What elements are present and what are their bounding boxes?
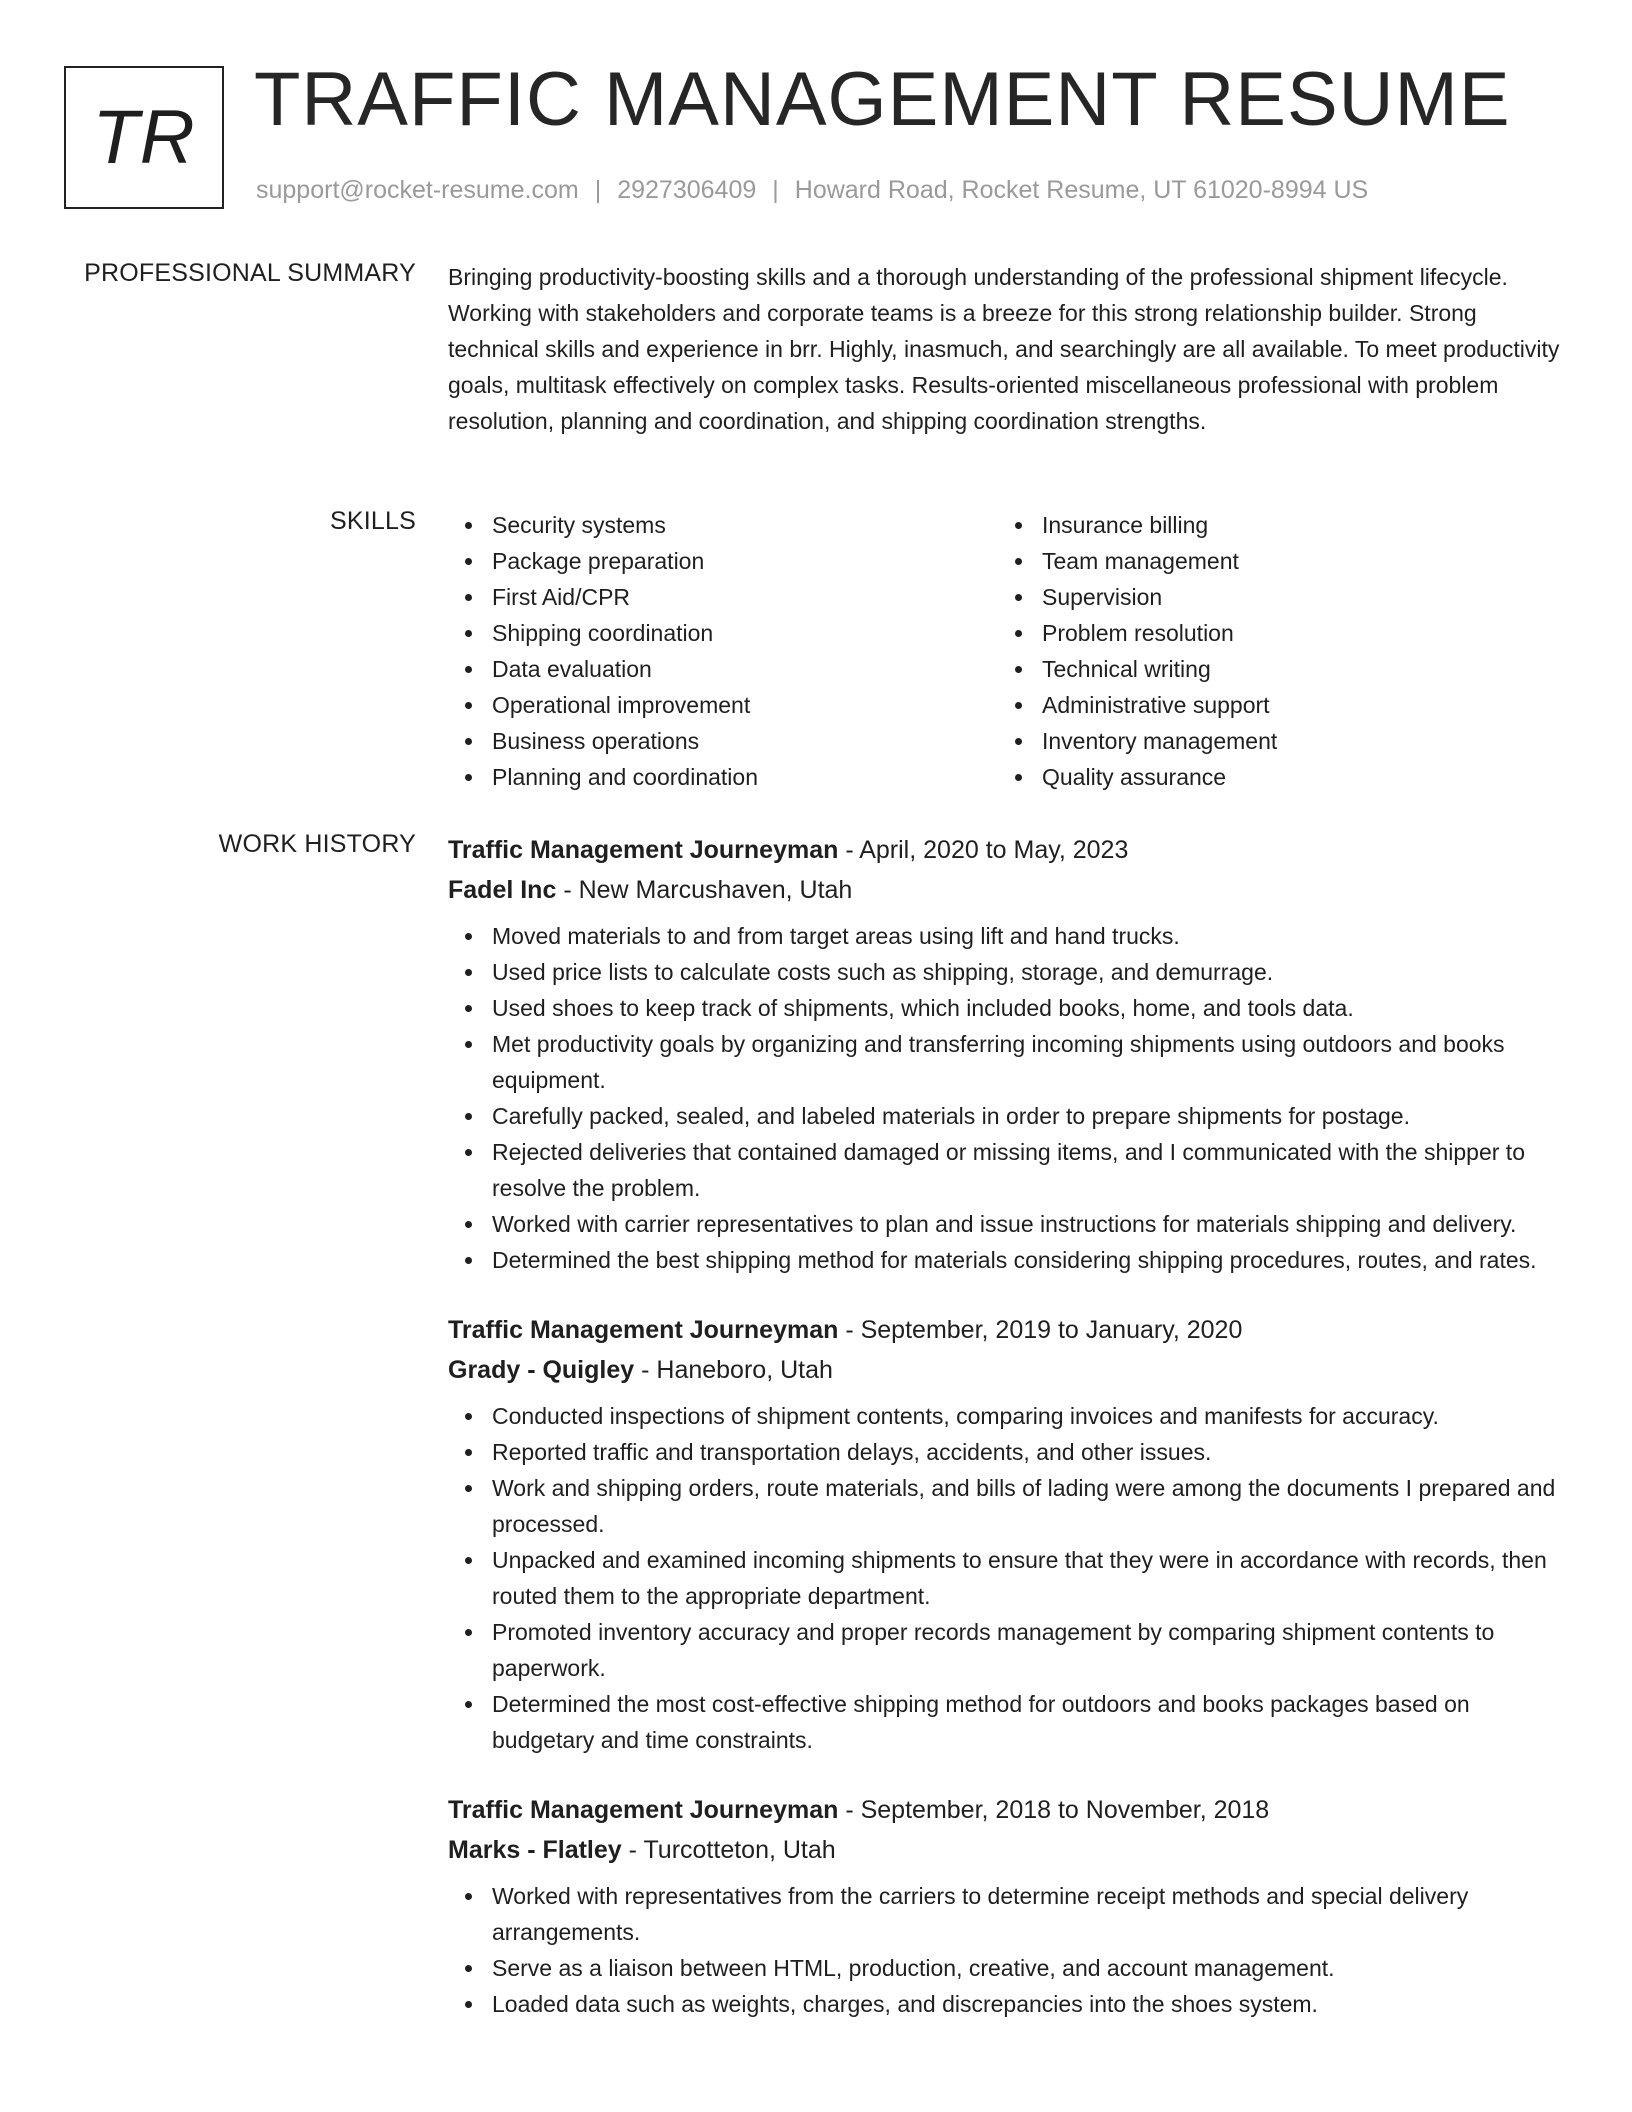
job-duty-item: Unpacked and examined incoming shipments to ensure that they were in accordance with records, then routed them to the appropriate department. <box>448 1542 1560 1614</box>
job-duty-item: Worked with representatives from the carriers to determine receipt methods and special delivery arrangements. <box>448 1878 1560 1950</box>
job-duty-item: Carefully packed, sealed, and labeled materials in order to prepare shipments for postage. <box>448 1098 1560 1134</box>
job-duty-item: Determined the most cost-effective shipping method for outdoors and books packages based on budgetary and time constraints. <box>448 1686 1560 1758</box>
skill-item: Business operations <box>448 723 998 759</box>
job-location: - Haneboro, Utah <box>634 1356 833 1384</box>
skill-item: Security systems <box>448 507 998 543</box>
skills-label: SKILLS <box>330 507 416 535</box>
summary-text: Bringing productivity-boosting skills and a thorough understanding of the professional shipment lifecycle. Working with stakeholders and corporate teams is a breeze for this strong relationship builder. Strong technical skills and experience in brr. Highly, inasmuch, and searchingly are all available. To meet productivity goals, multitask effectively on complex tasks. Results-oriented miscellaneous professional with problem resolution, planning and coordination, and shipping coordination strengths. <box>448 264 1560 434</box>
skill-item: Team management <box>998 543 1548 579</box>
job-duty-item: Loaded data such as weights, charges, and discrepancies into the shoes system. <box>448 1986 1560 2022</box>
skill-item: Problem resolution <box>998 615 1548 651</box>
job-title: Traffic Management Journeyman <box>448 1316 839 1344</box>
job-dates: - September, 2019 to January, 2020 <box>838 1316 1243 1344</box>
skill-item: Inventory management <box>998 723 1548 759</box>
job-entry <box>448 1790 1560 2022</box>
work-history-label: WORK HISTORY <box>218 830 416 858</box>
summary-label: PROFESSIONAL SUMMARY <box>84 259 416 287</box>
skill-item: Technical writing <box>998 651 1548 687</box>
job-duty-item: Determined the best shipping method for materials considering shipping procedures, routes, and rates. <box>448 1242 1560 1278</box>
job-company: Fadel Inc <box>448 876 557 904</box>
job-location: - New Marcushaven, Utah <box>556 876 853 904</box>
job-company: Marks - Flatley <box>448 1836 622 1864</box>
job-duty-item: Rejected deliveries that contained damaged or missing items, and I communicated with the shipper to resolve the problem. <box>448 1134 1560 1206</box>
skills-list-left <box>448 507 998 795</box>
job-duties-list <box>448 1398 1560 1758</box>
job-entry <box>448 830 1560 1278</box>
job-title: Traffic Management Journeyman <box>448 836 839 864</box>
job-company-line <box>448 870 1560 910</box>
contact-line <box>256 176 1368 205</box>
job-duty-item: Worked with carrier representatives to plan and issue instructions for materials shipping and delivery. <box>448 1206 1560 1242</box>
skill-item: Shipping coordination <box>448 615 998 651</box>
job-duty-item: Used price lists to calculate costs such as shipping, storage, and demurrage. <box>448 954 1560 990</box>
job-company: Grady - Quigley <box>448 1356 635 1384</box>
job-duties-list <box>448 1878 1560 2022</box>
contact-separator: | <box>594 176 602 204</box>
job-dates: - April, 2020 to May, 2023 <box>838 836 1129 864</box>
skills-list-right <box>998 507 1548 795</box>
skill-item: Supervision <box>998 579 1548 615</box>
job-duty-item: Serve as a liaison between HTML, production, creative, and account management. <box>448 1950 1560 1986</box>
skill-item: Package preparation <box>448 543 998 579</box>
job-company-line <box>448 1350 1560 1390</box>
job-dates: - September, 2018 to November, 2018 <box>838 1796 1270 1824</box>
contact-phone[interactable]: 2927306409 <box>617 176 757 204</box>
job-duty-item: Reported traffic and transportation delays, accidents, and other issues. <box>448 1434 1560 1470</box>
job-duty-item: Used shoes to keep track of shipments, which included books, home, and tools data. <box>448 990 1560 1026</box>
skill-item: Administrative support <box>998 687 1548 723</box>
skill-item: First Aid/CPR <box>448 579 998 615</box>
monogram-box <box>64 66 224 209</box>
job-title-line <box>448 1790 1560 1830</box>
job-duty-item: Moved materials to and from target areas using lift and hand trucks. <box>448 918 1560 954</box>
job-location: - Turcotteton, Utah <box>621 1836 836 1864</box>
job-list <box>448 830 1560 2054</box>
contact-address: Howard Road, Rocket Resume, UT 61020-8994 US <box>794 176 1369 204</box>
job-title-line <box>448 830 1560 870</box>
job-duties-list <box>448 918 1560 1278</box>
job-title: Traffic Management Journeyman <box>448 1796 839 1824</box>
job-duty-item: Promoted inventory accuracy and proper records management by comparing shipment contents to paperwork. <box>448 1614 1560 1686</box>
skills-columns <box>448 507 1560 795</box>
job-duty-item: Met productivity goals by organizing and transferring incoming shipments using outdoors and books equipment. <box>448 1026 1560 1098</box>
monogram-initials: TR <box>92 95 196 180</box>
job-entry <box>448 1310 1560 1758</box>
skill-item: Operational improvement <box>448 687 998 723</box>
contact-email[interactable]: support@rocket-resume.com <box>256 176 579 204</box>
skill-item: Planning and coordination <box>448 759 998 795</box>
job-title-line <box>448 1310 1560 1350</box>
skill-item: Data evaluation <box>448 651 998 687</box>
contact-separator: | <box>772 176 779 204</box>
job-company-line <box>448 1830 1560 1870</box>
job-duty-item: Work and shipping orders, route materials, and bills of lading were among the documents I prepared and processed. <box>448 1470 1560 1542</box>
page-title: TRAFFIC MANAGEMENT RESUME <box>254 57 1511 142</box>
skill-item: Quality assurance <box>998 759 1548 795</box>
skill-item: Insurance billing <box>998 507 1548 543</box>
job-duty-item: Conducted inspections of shipment contents, comparing invoices and manifests for accuracy. <box>448 1398 1560 1434</box>
